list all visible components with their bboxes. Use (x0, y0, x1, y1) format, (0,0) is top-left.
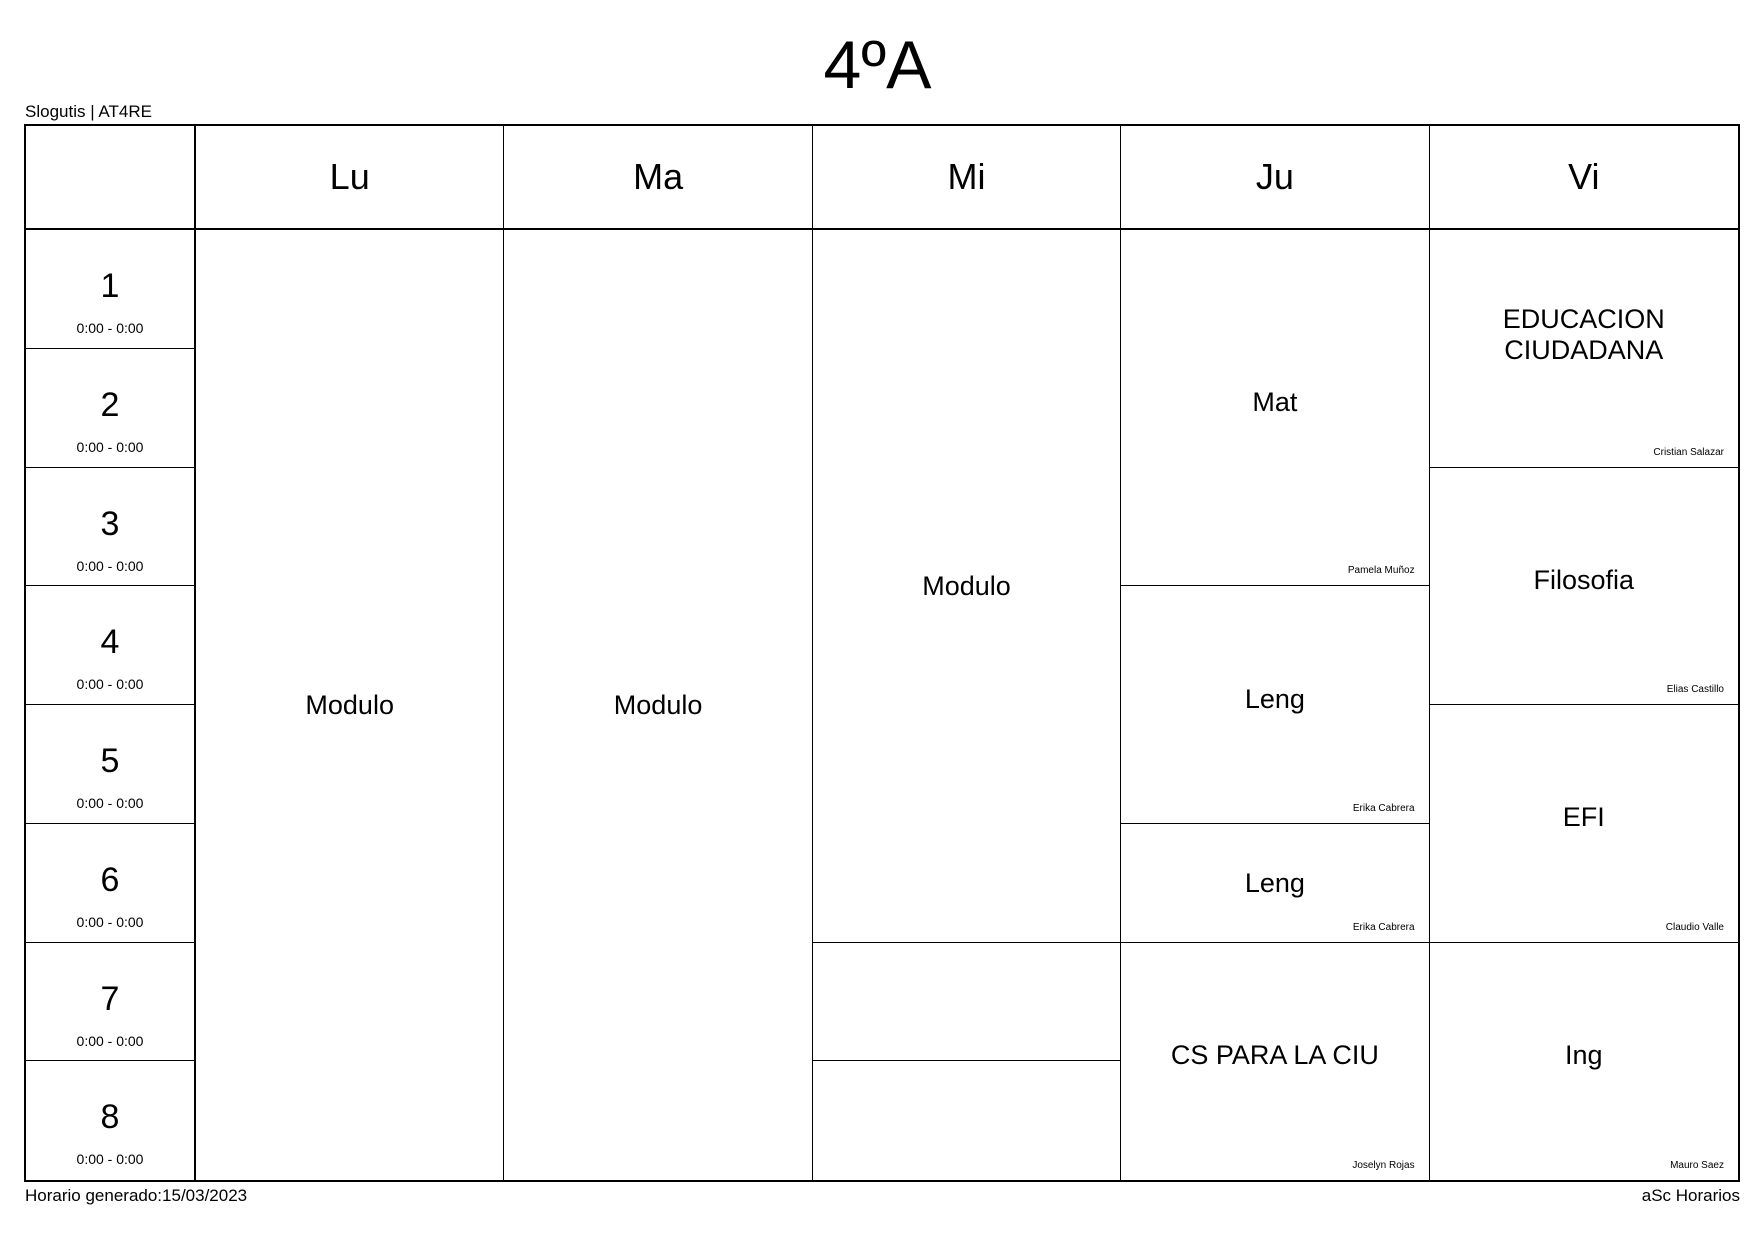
timetable-grid (24, 124, 1740, 1182)
lesson-teacher: Erika Cabrera (1352, 802, 1415, 814)
lesson-subject: Modulo (922, 570, 1011, 601)
period-number: 4 (100, 623, 120, 662)
lesson-card (1430, 230, 1738, 468)
period-cell (26, 824, 196, 943)
period-number: 8 (100, 1098, 120, 1137)
period-cell (26, 586, 196, 705)
lesson-card (1121, 943, 1429, 1181)
period-cell (26, 230, 196, 349)
lesson-teacher: Mauro Saez (1670, 1160, 1724, 1171)
period-time: 0:00 - 0:00 (76, 557, 144, 574)
empty-slot (813, 1061, 1121, 1180)
timetable-title: 4ºA (823, 27, 932, 103)
period-cell (26, 705, 196, 824)
empty-slot (813, 943, 1121, 1062)
period-time: 0:00 - 0:00 (76, 438, 144, 455)
day-header: Vi (1430, 126, 1738, 230)
lesson-teacher: Cristian Salazar (1653, 446, 1724, 458)
lesson-teacher: Joselyn Rojas (1352, 1160, 1415, 1171)
period-number: 1 (100, 267, 120, 305)
lesson-subject: CS PARA LA CIU (1170, 1039, 1379, 1070)
lesson-card (1121, 824, 1429, 943)
lesson-teacher: Elias Castillo (1666, 684, 1724, 695)
school-name: Slogutis | AT4RE (25, 102, 152, 121)
period-number: 3 (100, 504, 120, 543)
lesson-teacher: Claudio Valle (1665, 921, 1724, 933)
generated-date: Horario generado:15/03/2023 (25, 1186, 248, 1205)
period-number: 2 (100, 385, 120, 424)
day-header: Lu (196, 126, 504, 230)
period-cell (26, 943, 196, 1062)
lesson-subject: Modulo (613, 689, 703, 720)
period-number: 5 (100, 742, 120, 780)
period-number: 7 (100, 979, 120, 1018)
lesson-card (1121, 586, 1429, 824)
lesson-card (1430, 468, 1738, 706)
lesson-subject: EDUCACION CIUDADANA (1502, 303, 1665, 365)
lesson-subject: Leng (1244, 683, 1305, 714)
software-credit: aSc Horarios (1641, 1186, 1740, 1205)
lesson-card (196, 230, 504, 1180)
lesson-subject: Filosofia (1533, 564, 1635, 595)
lesson-card (1430, 705, 1738, 943)
lesson-subject: EFI (1562, 802, 1605, 833)
period-cell (26, 468, 196, 587)
lesson-card (1430, 943, 1738, 1181)
period-time: 0:00 - 0:00 (76, 320, 144, 336)
period-cell (26, 1061, 196, 1180)
day-header: Ju (1121, 126, 1429, 230)
lesson-subject: Mat (1252, 386, 1298, 417)
day-header: Ma (504, 126, 812, 230)
day-header: Mi (813, 126, 1121, 230)
lesson-card (504, 230, 812, 1180)
period-number: 6 (100, 860, 120, 899)
corner-cell (26, 126, 196, 230)
period-time: 0:00 - 0:00 (76, 676, 144, 693)
period-time: 0:00 - 0:00 (76, 1032, 144, 1049)
lesson-card (813, 230, 1121, 943)
lesson-teacher: Pamela Muñoz (1347, 565, 1415, 577)
lesson-subject: Modulo (305, 689, 394, 720)
period-time: 0:00 - 0:00 (76, 913, 144, 930)
lesson-teacher: Erika Cabrera (1352, 921, 1415, 933)
lesson-subject: Leng (1244, 867, 1305, 898)
period-cell (26, 349, 196, 468)
period-time: 0:00 - 0:00 (76, 1151, 144, 1168)
period-time: 0:00 - 0:00 (76, 795, 144, 811)
lesson-card (1121, 230, 1429, 586)
lesson-subject: Ing (1565, 1039, 1603, 1070)
